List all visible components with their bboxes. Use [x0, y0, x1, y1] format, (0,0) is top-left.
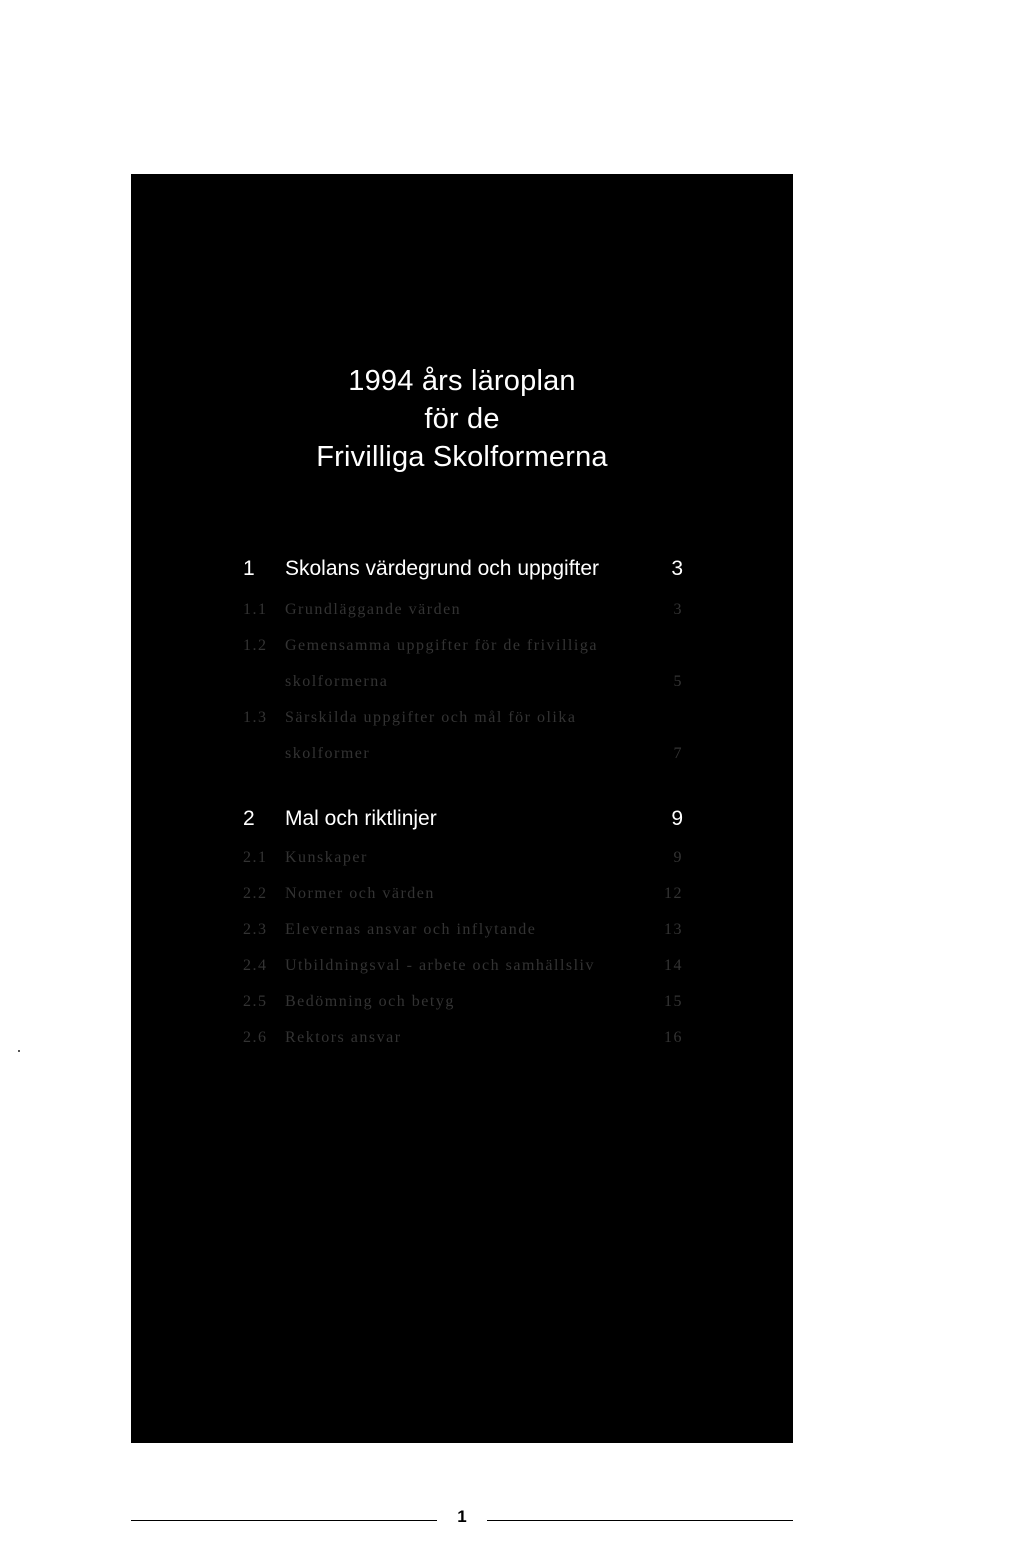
toc-item-number: 2.4 — [243, 957, 268, 974]
page-footer — [131, 1505, 793, 1535]
toc-item-title: Särskilda uppgifter och mål för olika — [285, 709, 577, 726]
toc-item-number: 2.5 — [243, 993, 268, 1010]
toc-section-page: 3 — [671, 557, 683, 580]
toc-item-number: 1.2 — [243, 637, 268, 654]
toc-item-title: Bedömning och betyg — [285, 993, 455, 1010]
toc-item-page: 15 — [664, 993, 683, 1010]
toc-section-number: 1 — [243, 557, 255, 580]
toc-item-title-continued: skolformerna — [285, 673, 389, 690]
toc-item-page: 13 — [664, 921, 683, 938]
toc-section-title: Mal och riktlinjer — [285, 807, 437, 830]
toc-item-page: 12 — [664, 885, 683, 902]
title-line-1: 1994 års läroplan — [348, 365, 576, 397]
toc-item-page: 5 — [673, 673, 683, 690]
toc-item-title: Elevernas ansvar och inflytande — [285, 921, 537, 938]
toc-item-page: 3 — [673, 601, 683, 618]
toc-item-number: 2.6 — [243, 1029, 268, 1046]
scan-speck — [18, 1050, 20, 1052]
page-number: 1 — [457, 1507, 467, 1526]
toc-item-page: 9 — [673, 849, 683, 866]
toc-item-page: 14 — [664, 957, 683, 974]
toc-section-title: Skolans värdegrund och uppgifter — [285, 557, 600, 580]
toc-section-number: 2 — [243, 807, 255, 830]
toc-item-title: Normer och värden — [285, 885, 435, 902]
toc-section-page: 9 — [671, 807, 683, 830]
toc-item-title: Kunskaper — [285, 849, 368, 866]
toc-item-number: 1.1 — [243, 601, 268, 618]
title-line-3: Frivilliga Skolformerna — [316, 441, 608, 473]
toc-item-title: Gemensamma uppgifter för de frivilliga — [285, 637, 598, 654]
toc-item-number: 2.3 — [243, 921, 268, 938]
toc-item-title: Grundläggande värden — [285, 601, 462, 618]
toc-item-number: 1.3 — [243, 709, 268, 726]
footer-rule-right — [487, 1520, 793, 1521]
toc-item-title: Rektors ansvar — [285, 1029, 402, 1046]
toc-item-page: 7 — [673, 745, 683, 762]
title-line-2: för de — [424, 403, 500, 435]
footer-rule-left — [131, 1520, 437, 1521]
toc-item-page: 16 — [664, 1029, 683, 1046]
cover-panel — [131, 174, 793, 1443]
toc-item-number: 2.1 — [243, 849, 268, 866]
toc-item-number: 2.2 — [243, 885, 268, 902]
toc-item-title-continued: skolformer — [285, 745, 371, 762]
toc-item-title: Utbildningsval - arbete och samhällsliv — [285, 957, 595, 974]
document-title — [131, 362, 793, 476]
